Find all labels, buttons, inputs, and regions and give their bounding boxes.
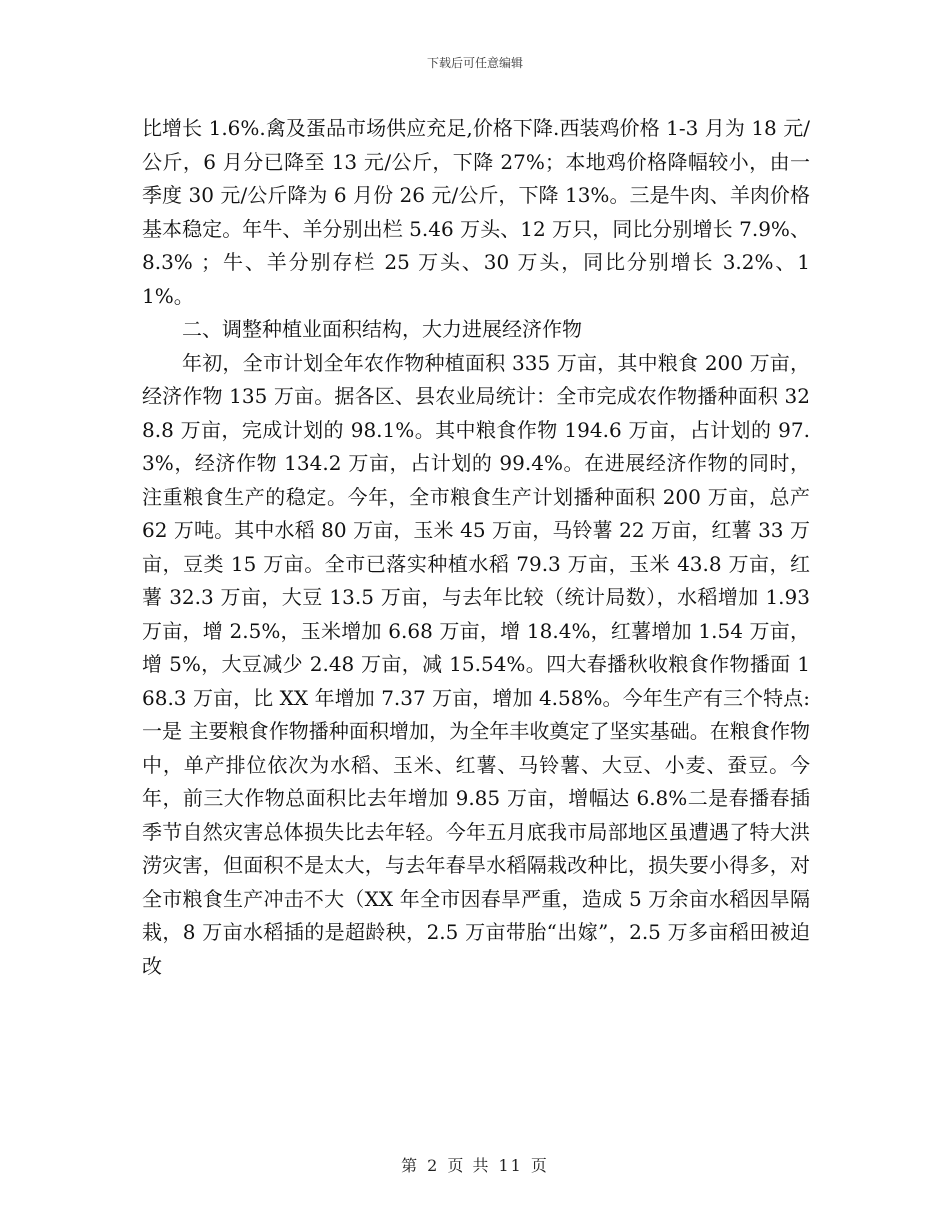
document-body [142,112,810,983]
footer-total-pages: 11 [498,1156,523,1175]
paragraph-1: 比增长 1.6%.禽及蛋品市场供应充足,价格下降.西装鸡价格 1-3 月为 18 元/公斤，6 月分已降至 13 元/公斤，下降 27%；本地鸡价格降幅较小，由一季度 30 元/公斤降为 6 月份 26 元/公斤，下降 13%。三是牛肉、羊肉价格基本稳定。年牛、羊分别出栏 5.46 万头、12 万只，同比分别增长 7.9%、8.3% ；牛、羊分别存栏 25 万头、30 万头，同比分别增长 3.2%、11%。 [142,116,810,308]
footer-prefix: 第 [401,1156,420,1175]
paragraph-2: 年初，全市计划全年农作物种植面积 335 万亩，其中粮食 200 万亩，经济作物 135 万亩。据各区、县农业局统计：全市完成农作物播种面积 328.8 万亩，完成计划的 98.1%。其中粮食作物 194.6 万亩，占计划的 97.3%，经济作物 134.2 万亩，占计划的 99.4%。在进展经济作物的同时，注重粮食生产的稳定。今年，全市粮食生产计划播种面积 200 万亩，总产 62 万吨。其中水稻 80 万亩，玉米 45 万亩，马铃薯 22 万亩，红薯 33 万亩，豆类 15 万亩。全市已落实种植水稻 79.3 万亩，玉米 43.8 万亩，红薯 32.3 万亩，大豆 13.5 万亩，与去年比较（统计局数），水稻增加 1.93 万亩，增 2.5%，玉米增加 6.68 万亩，增 18.4%，红薯增加 1.54 万亩，增 5%，大豆减少 2.48 万亩，减 15.54%。四大春播秋收粮食作物播面 168.3 万亩，比 XX 年增加 7.37 万亩，增加 4.58%。今年生产有三个特点:一是 主要粮食作物播种面积增加，为全年丰收奠定了坚实基础。在粮食作物中，单产排位依次为水稻、玉米、红薯、马铃薯、大豆、小麦、蚕豆。今年，前三大作物总面积比去年增加 9.85 万亩，增幅达 6.8%二是春播春插季节自然灾害总体损失比去年轻。今年五月底我市局部地区虽遭遇了特大洪涝灾害，但面积不是太大，与去年春旱水稻隔栽改种比，损失要小得多，对全市粮食生产冲击不大（XX 年全市因春旱严重，造成 5 万余亩水稻因旱隔栽，8 万亩水稻插的是超龄秧，2.5 万亩带胎“出嫁”，2.5 万多亩稻田被迫改 [142,350,810,978]
section-heading: 二、调整种植业面积结构，大力进展经济作物 [182,317,582,341]
footer-suffix: 页 [530,1156,549,1175]
footer-middle: 页 共 [447,1156,491,1175]
footer-page-number: 2 [427,1156,440,1175]
page-header: 下载后可任意编辑 [426,56,523,70]
page-footer [0,1153,950,1176]
